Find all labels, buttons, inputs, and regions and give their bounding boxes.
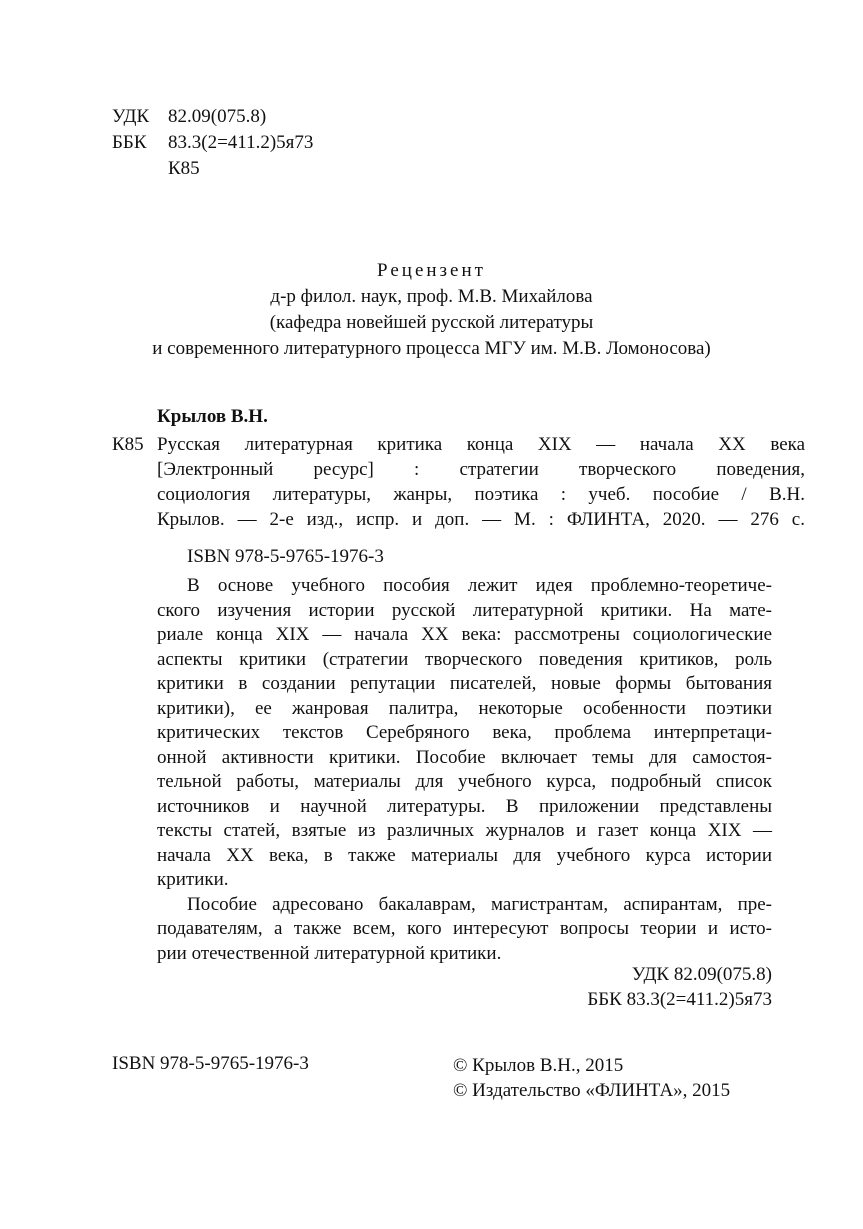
bib-line: Русская литературная критика конца XIX — начала XX века — [157, 434, 805, 455]
abstract-line: подавателям, а также всем, кого интересуют вопросы теории и исто- — [157, 918, 772, 939]
abstract-line: начала XX века, в также материалы для учебного курса истории — [157, 844, 772, 866]
copyright-publisher: © Издательство «ФЛИНТА», 2015 — [453, 1080, 731, 1101]
abstract-line: тексты статей, взятые из различных журналов и газет конца XIX — — [157, 820, 772, 841]
abstract-udk: УДК 82.09(075.8) — [631, 964, 772, 985]
abstract-line: онной активности критики. Пособие включает темы для самостоя- — [157, 746, 772, 768]
bbk-label: ББК — [112, 132, 147, 153]
abstract-line: критики. — [157, 869, 229, 890]
bbk-value: 83.3(2=411.2)5я73 — [168, 132, 314, 153]
bib-description — [157, 432, 805, 532]
reviewer-line: д-р филол. наук, проф. М.В. Михайлова — [270, 286, 593, 307]
abstract-line: критики), ее жанровая палитра, некоторые особенности поэтики — [157, 697, 772, 719]
copyright-author: © Крылов В.Н., 2015 — [453, 1055, 624, 1076]
abstract-line: тельной работы, материалы для учебного курса, подробный список — [157, 771, 772, 792]
bib-line: [Электронный ресурс] : стратегии творческого поведения, — [157, 459, 805, 480]
reviewer-block — [0, 258, 863, 362]
udk-value: 82.09(075.8) — [168, 106, 267, 127]
bib-author: Крылов В.Н. — [157, 406, 268, 427]
abstract-line: Пособие адресовано бакалаврам, магистрантам, аспирантам, пре- — [187, 893, 772, 915]
footer-isbn: ISBN 978-5-9765-1976-3 — [112, 1053, 309, 1074]
abstract-bbk: ББК 83.3(2=411.2)5я73 — [587, 989, 772, 1010]
abstract-line: аспекты критики (стратегии творческого поведения критиков, роль — [157, 648, 772, 670]
abstract-line: В основе учебного пособия лежит идея проблемно-теоретиче- — [187, 575, 772, 596]
abstract-line: источников и научной литературы. В приложении представлены — [157, 795, 772, 817]
bib-mark: К85 — [112, 434, 144, 455]
bib-line: Крылов. — 2-е изд., испр. и доп. — М. : ФЛИНТА, 2020. — 276 с. — [157, 509, 805, 530]
reviewer-title: Рецензент — [377, 260, 486, 281]
reviewer-line: (кафедра новейшей русской литературы — [269, 312, 594, 333]
udk-label: УДК — [112, 106, 150, 127]
abstract-line: рии отечественной литературной критики. — [157, 942, 502, 964]
author-mark: К85 — [168, 158, 200, 179]
abstract-classification — [157, 962, 772, 1012]
abstract-line: ского изучения истории русской литературной критики. На мате- — [157, 599, 772, 621]
copyright-block — [453, 1053, 730, 1103]
abstract-line: критики в создании репутации писателей, новые формы бытования — [157, 673, 772, 694]
bib-line: социология литературы, жанры, поэтика : учеб. пособие / В.Н. — [157, 484, 805, 505]
abstract — [157, 574, 772, 966]
bib-isbn: ISBN 978-5-9765-1976-3 — [187, 546, 384, 567]
abstract-line: риале конца XIX — начала XX века: рассмотрены социологические — [157, 624, 772, 645]
reviewer-line: и современного литературного процесса МГУ им. М.В. Ломоносова) — [152, 338, 711, 359]
abstract-line: критических текстов Серебряного века, проблема интерпретаци- — [157, 722, 772, 743]
